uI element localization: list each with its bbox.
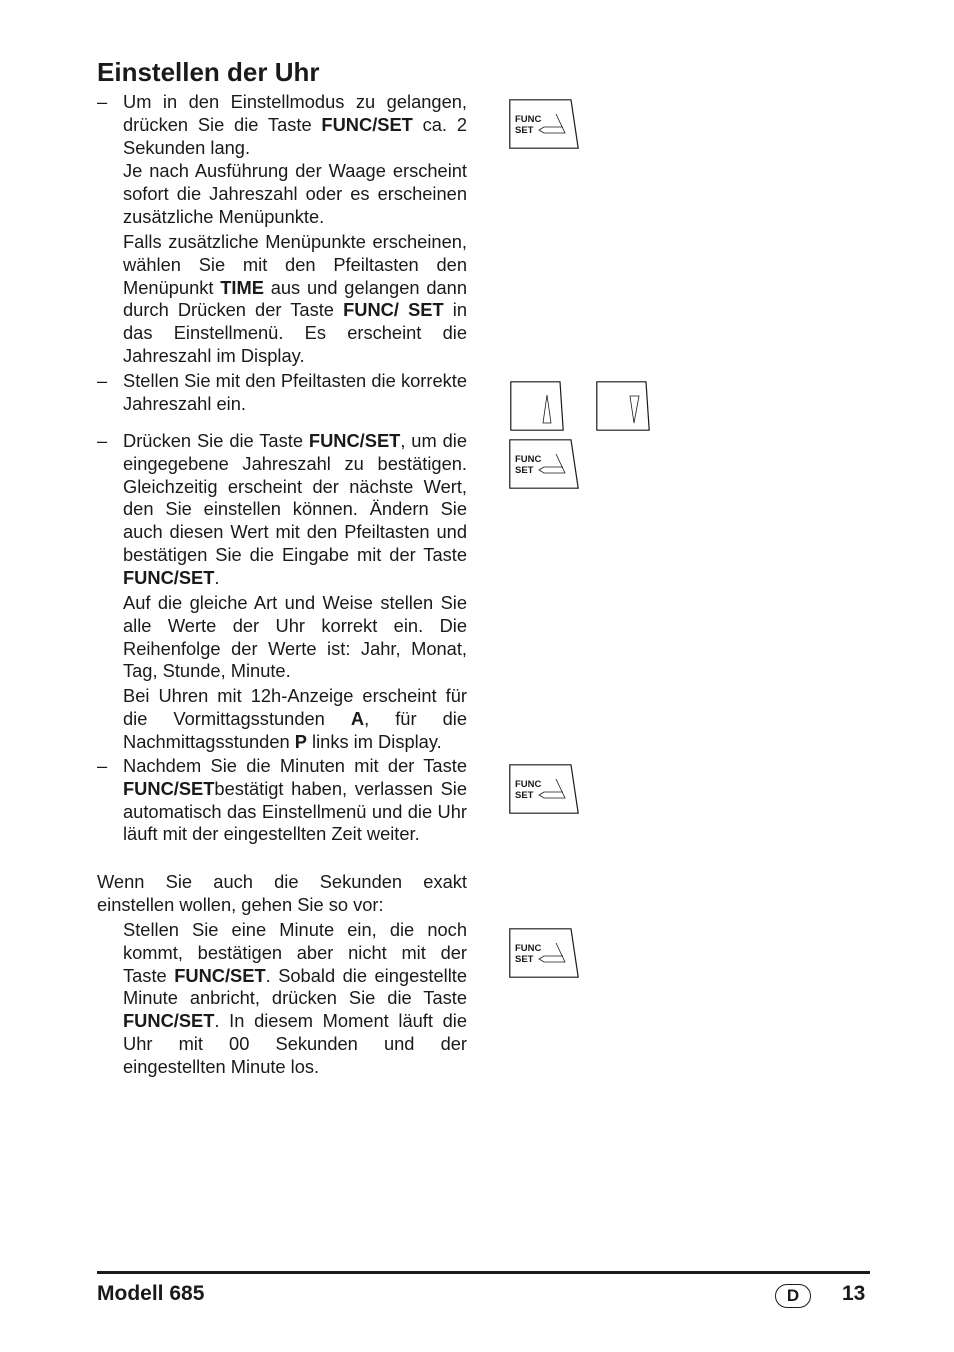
step-2-text: Stellen Sie mit den Pfeiltasten die korrekte Jahreszahl ein. (123, 370, 467, 414)
page-title: Einstellen der Uhr (97, 57, 320, 87)
key-name: FUNC/SET (321, 113, 413, 135)
key-name: FUNC/SET (308, 430, 401, 451)
step-3-text: Drücken Sie die Taste FUNC/SET, um die eingegebene Jahreszahl zu bestätigen. Gleichzeitig erscheint der nächste Wert, den Sie einstellen können. Ändern Sie auch diesen Wert mit den Pfeiltasten und bestätigen Sie die Eingabe mit der Taste FUNC/SET. (123, 430, 468, 588)
key-name: P (294, 730, 307, 752)
key-name: A (350, 707, 365, 729)
svg-text:SET: SET (515, 954, 534, 965)
seconds-step: Stellen Sie eine Minute ein, die noch kommt, bestätigen aber nicht mit der Taste FUNC/SET. Sobald die eingestellte Minute anbricht, drücken Sie die Taste FUNC/SET. In diesem Moment läuft die Uhr mit 00 Sekunden und der eingestellten Minute los. (123, 919, 467, 1077)
step-1-text: Um in den Einstellmodus zu gelangen, drücken Sie die Taste FUNC/SET ca. 2 Sekunden lang. (123, 91, 467, 158)
step-1-note: Je nach Ausführung der Waage erscheint sofort die Jahreszahl oder es erscheinen zusätzliche Menüpunkte. (123, 160, 467, 227)
func-set-key-icon (509, 439, 579, 489)
key-name: TIME (220, 276, 264, 298)
page-number: 13 (842, 1282, 866, 1305)
key-name: FUNC/SET (123, 1010, 215, 1032)
seconds-intro: Wenn Sie auch die Sekunden exakt einstellen wollen, gehen Sie so vor: (97, 871, 467, 915)
bullet-dash: – (97, 91, 108, 112)
bullet-dash: – (97, 430, 108, 451)
svg-text:FUNC: FUNC (515, 114, 542, 125)
bullet-dash: – (97, 755, 108, 776)
svg-text:FUNC: FUNC (515, 454, 542, 465)
svg-text:SET: SET (515, 465, 534, 476)
func-set-key-icon (509, 99, 579, 149)
svg-text:FUNC: FUNC (515, 779, 542, 790)
step-3-12h-note: Bei Uhren mit 12h-Anzeige erscheint für die Vormittagsstunden A, für die Nachmittagsstunden P links im Display. (123, 685, 467, 752)
func-set-key-icon (509, 764, 579, 814)
footer-divider (97, 1271, 870, 1274)
language-badge: D (775, 1284, 811, 1308)
func-set-key-icon (509, 928, 579, 978)
arrow-up-key-icon (510, 381, 564, 431)
svg-text:SET: SET (515, 125, 534, 136)
footer-model-name: Modell 685 (97, 1282, 205, 1305)
step-4-text: Nachdem Sie die Minuten mit der Taste FUNC/SETbestätigt haben, verlassen Sie automatisch das Einstellmenü und die Uhr läuft mit der eingestellten Zeit weiter. (123, 755, 467, 845)
key-name: FUNC/SET (123, 566, 215, 588)
arrow-down-key-icon (596, 381, 650, 431)
key-name: FUNC/ SET (343, 299, 444, 321)
step-3-note: Auf die gleiche Art und Weise stellen Sie alle Werte der Uhr korrekt ein. Die Reihenfolge der Werte ist: Jahr, Monat, Tag, Stunde, Minute. (123, 592, 467, 682)
key-name: FUNC/SET (174, 964, 266, 986)
svg-text:FUNC: FUNC (515, 943, 542, 954)
step-1-menu-note: Falls zusätzliche Menüpunkte erscheinen, wählen Sie mit den Pfeiltasten den Menüpunkt TIME aus und gelangen dann durch Drücken der Taste FUNC/ SET in das Einstellmenü. Es erscheint die Jahreszahl im Display. (123, 231, 467, 366)
svg-text:SET: SET (515, 790, 534, 801)
bullet-dash: – (97, 370, 108, 391)
key-name: FUNC/SET (123, 777, 215, 799)
